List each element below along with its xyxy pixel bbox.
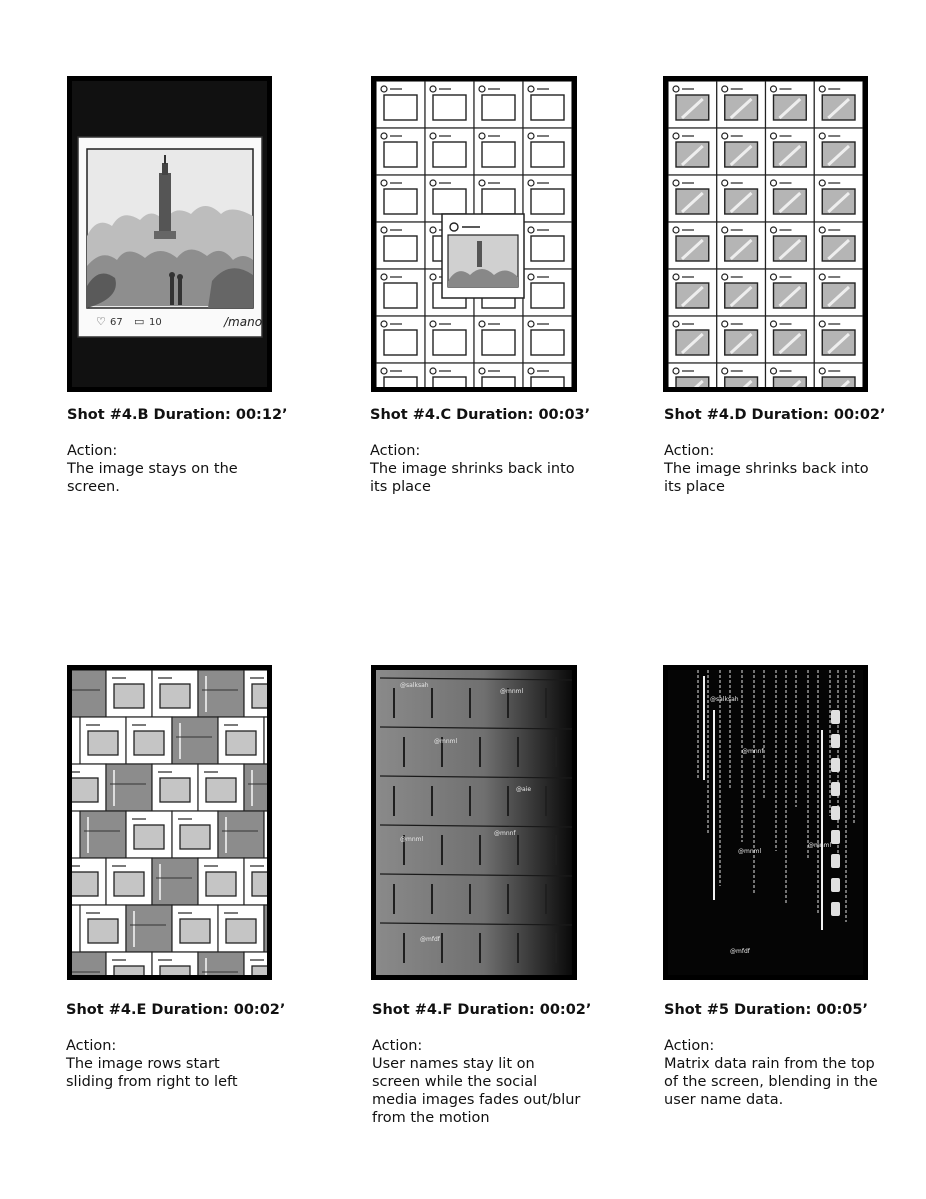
username-label: @mnnf	[494, 830, 516, 837]
caption-4d	[664, 406, 914, 496]
thumbnail-box	[822, 377, 855, 387]
action-text: User names stay lit on screen while the social media images fades out/blur from the motion	[372, 1056, 581, 1126]
thumbnail-box	[226, 731, 256, 755]
grid-cell	[218, 811, 264, 858]
action-label: Action:	[67, 443, 118, 459]
like-icon: ♡	[96, 315, 106, 328]
username-label: @mnml	[738, 848, 762, 855]
thumbnail-box	[384, 142, 417, 167]
thumbnail-box	[482, 189, 515, 214]
thumbnail-box	[206, 778, 236, 802]
tower-shape	[477, 241, 482, 267]
data-glyph	[831, 710, 840, 724]
shot-title: Shot #5 Duration: 00:05’	[664, 1002, 868, 1018]
storyboard-frame-4c	[371, 76, 577, 392]
sliding-rows-sketch	[72, 670, 267, 975]
storyboard-frame-4f	[371, 665, 577, 980]
action-label: Action:	[664, 1038, 715, 1054]
storyboard-frame-4d	[663, 76, 868, 392]
data-glyph	[831, 878, 840, 892]
fading-grid-sketch	[376, 670, 572, 975]
storyboard-frame-4e	[67, 665, 272, 980]
action-label: Action:	[66, 1038, 117, 1054]
thumbnail-box	[114, 966, 144, 975]
thumbnail-box	[72, 778, 98, 802]
action-text: The image shrinks back into its place	[370, 461, 575, 495]
action-text: Matrix data rain from the top of the screen, blending in the user name data.	[664, 1056, 878, 1108]
thumbnail-box	[725, 377, 758, 387]
thumbnail-box	[531, 377, 564, 387]
signature: /mano	[224, 315, 263, 329]
storyboard-frame-5	[663, 665, 868, 980]
thumbnail-box	[531, 236, 564, 261]
caption-4b	[67, 406, 317, 496]
thumbnail-box	[384, 236, 417, 261]
shot-title: Shot #4.D Duration: 00:02’	[664, 407, 886, 423]
thumbnail-box	[180, 919, 210, 943]
comment-icon: ▭	[134, 315, 145, 328]
grid-cell	[172, 717, 218, 764]
data-glyph	[831, 830, 840, 844]
shot-title: Shot #4.E Duration: 00:02’	[66, 1002, 286, 1018]
shot-title: Shot #4.C Duration: 00:03’	[370, 407, 591, 423]
thumbnail-box	[482, 142, 515, 167]
action-label: Action:	[370, 443, 421, 459]
storyboard-frame-4b	[67, 76, 272, 392]
caption-4f	[372, 1001, 622, 1127]
username-label: @mnml	[500, 688, 524, 695]
thumbnail-box	[482, 95, 515, 120]
thumbnail-box	[160, 684, 190, 708]
thumbnail-box	[134, 825, 164, 849]
shot-title: Shot #4.F Duration: 00:02’	[372, 1002, 592, 1018]
thumbnail-box	[160, 966, 190, 975]
username-label: @mfdf	[730, 948, 750, 955]
thumbnail-box	[384, 330, 417, 355]
thumbnail-box	[433, 95, 466, 120]
comment-count: 10	[149, 317, 162, 328]
matrix-rain-sketch	[668, 670, 863, 975]
thumbnail-box	[160, 778, 190, 802]
data-glyph	[831, 902, 840, 916]
thumbnail-box	[114, 684, 144, 708]
thumbnail-box	[433, 142, 466, 167]
thumbnail-box	[384, 377, 417, 387]
grid-cell	[80, 811, 126, 858]
image-grid-sketch	[668, 81, 863, 387]
thumbnail-box	[482, 330, 515, 355]
caption-4e	[66, 1001, 316, 1091]
grid-cell	[152, 858, 198, 905]
caption-5	[664, 1001, 914, 1109]
action-text: The image rows start sliding from right to left	[66, 1056, 238, 1090]
thumbnail-box	[252, 872, 267, 896]
username-label: @salksah	[710, 696, 739, 703]
thumbnail-box	[676, 377, 709, 387]
thumbnail-box	[88, 731, 118, 755]
grid-cell	[264, 905, 267, 952]
thumbnail-box	[433, 189, 466, 214]
thumbnail-box	[72, 872, 98, 896]
grid-cell	[198, 670, 244, 717]
post-sketch	[72, 81, 267, 387]
thumbnail-box	[180, 825, 210, 849]
image-grid-sketch	[376, 81, 572, 387]
grid-cell	[72, 670, 106, 717]
action-text: The image shrinks back into its place	[664, 461, 869, 495]
thumbnail-box	[531, 283, 564, 308]
grid-cell	[106, 764, 152, 811]
username-label: @aie	[516, 786, 532, 793]
username-label: @mnml	[400, 836, 424, 843]
thumbnail-box	[252, 966, 267, 975]
grid-cell	[264, 717, 267, 764]
thumbnail-box	[531, 142, 564, 167]
username-label: @salksah	[400, 682, 429, 689]
data-glyph	[831, 782, 840, 796]
like-count: 67	[110, 317, 123, 328]
grid-cell	[126, 905, 172, 952]
thumbnail-box	[134, 731, 164, 755]
thumbnail-box	[114, 872, 144, 896]
data-glyph	[831, 854, 840, 868]
thumbnail-box	[482, 377, 515, 387]
thumbnail-box	[433, 330, 466, 355]
data-glyph	[831, 806, 840, 820]
action-label: Action:	[664, 443, 715, 459]
thumbnail-box	[433, 377, 466, 387]
thumbnail-box	[531, 189, 564, 214]
thumbnail-box	[531, 330, 564, 355]
grid-cell	[264, 811, 267, 858]
thumbnail-box	[226, 919, 256, 943]
thumbnail-box	[774, 377, 807, 387]
data-glyph	[831, 758, 840, 772]
caption-4c	[370, 406, 620, 496]
thumbnail-box	[384, 283, 417, 308]
thumbnail-box	[252, 684, 267, 708]
username-label: @mnml	[808, 842, 832, 849]
action-text: The image stays on the screen.	[67, 461, 238, 495]
thumbnail-box	[384, 95, 417, 120]
grid-cell	[244, 764, 267, 811]
username-label: @mnnf	[742, 748, 764, 755]
username-label: @mfdf	[420, 936, 440, 943]
data-glyph	[831, 734, 840, 748]
tree-shape	[448, 269, 518, 287]
shot-title: Shot #4.B Duration: 00:12’	[67, 407, 288, 423]
thumbnail-box	[384, 189, 417, 214]
action-label: Action:	[372, 1038, 423, 1054]
thumbnail-box	[531, 95, 564, 120]
thumbnail-box	[206, 872, 236, 896]
username-label: @mnml	[434, 738, 458, 745]
thumbnail-box	[88, 919, 118, 943]
